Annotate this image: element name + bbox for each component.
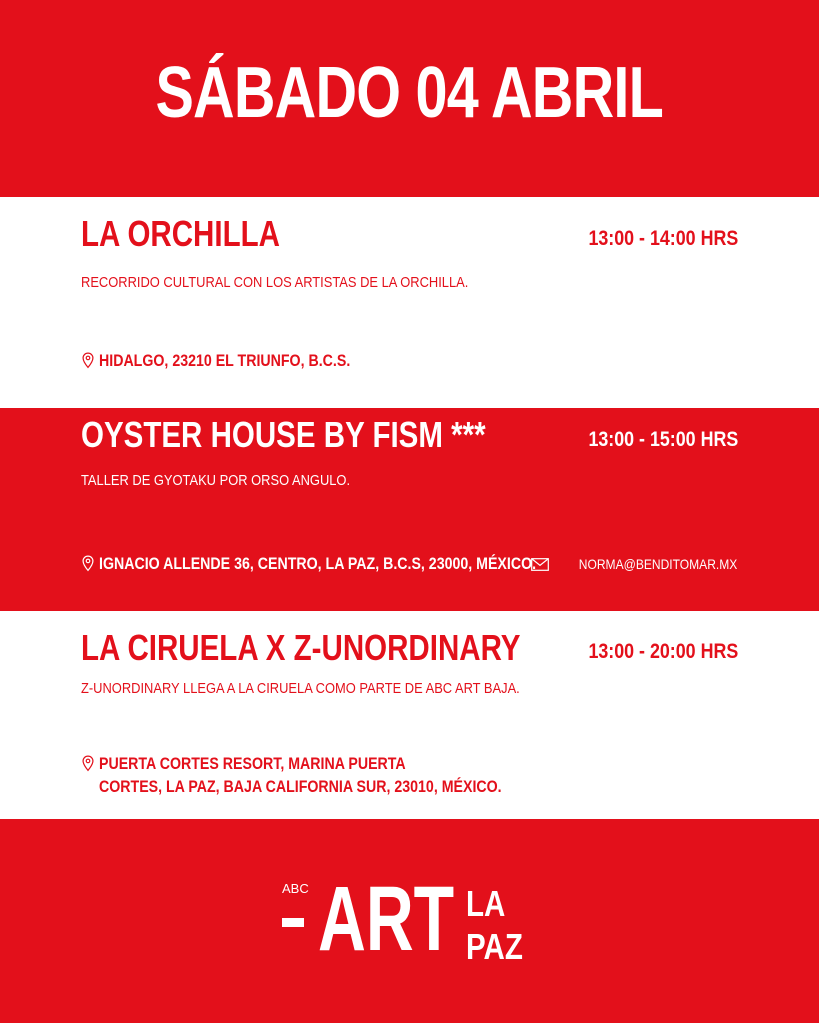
- event-description: RECORRIDO CULTURAL CON LOS ARTISTAS DE LA ORCHILLA.: [81, 274, 469, 291]
- email-link[interactable]: NORMA@BENDITOMAR.MX: [578, 556, 737, 572]
- event-title: LA ORCHILLA: [81, 213, 280, 254]
- event-card-la-orchilla: [0, 197, 819, 408]
- address-line-2: CORTES, LA PAZ, BAJA CALIFORNIA SUR, 23010, MÉXICO.: [99, 778, 502, 796]
- abc-art-la-paz-logo: [280, 868, 540, 975]
- page-title: SÁBADO 04 ABRIL: [155, 52, 664, 133]
- event-address: [81, 753, 567, 799]
- event-time: 13:00 - 14:00 HRS: [588, 227, 738, 250]
- logo-la: LA: [466, 883, 506, 924]
- address-text: IGNACIO ALLENDE 36, CENTRO, LA PAZ, B.C.S, 23000, MÉXICO.: [99, 555, 537, 573]
- event-time: 13:00 - 20:00 HRS: [588, 640, 738, 663]
- event-description: Z-UNORDINARY LLEGA A LA CIRUELA COMO PARTE DE ABC ART BAJA.: [81, 680, 520, 697]
- event-card-oyster-house: [0, 408, 819, 611]
- envelope-icon: [531, 558, 549, 571]
- location-pin-icon: [81, 352, 95, 369]
- event-description: TALLER DE GYOTAKU POR ORSO ANGULO.: [81, 472, 351, 489]
- event-title: LA CIRUELA X Z-UNORDINARY: [81, 627, 521, 668]
- location-pin-icon: [81, 555, 95, 572]
- event-time: 13:00 - 15:00 HRS: [588, 428, 738, 451]
- event-title: OYSTER HOUSE BY FISM ***: [81, 414, 486, 455]
- address-line-1: PUERTA CORTES RESORT, MARINA PUERTA: [99, 755, 406, 773]
- event-address: [81, 553, 607, 576]
- address-text: [99, 753, 502, 799]
- date-header: [0, 0, 819, 197]
- logo-dash: [282, 918, 304, 927]
- event-email[interactable]: [531, 556, 737, 572]
- logo-art: ART: [318, 868, 455, 970]
- location-pin-icon: [81, 755, 95, 772]
- logo-paz: PAZ: [466, 926, 523, 967]
- event-address: [81, 350, 391, 373]
- event-card-la-ciruela: [0, 611, 819, 819]
- address-text: HIDALGO, 23210 EL TRIUNFO, B.C.S.: [99, 352, 351, 370]
- footer-logo-band: [0, 819, 819, 1023]
- logo-abc: ABC: [282, 881, 309, 896]
